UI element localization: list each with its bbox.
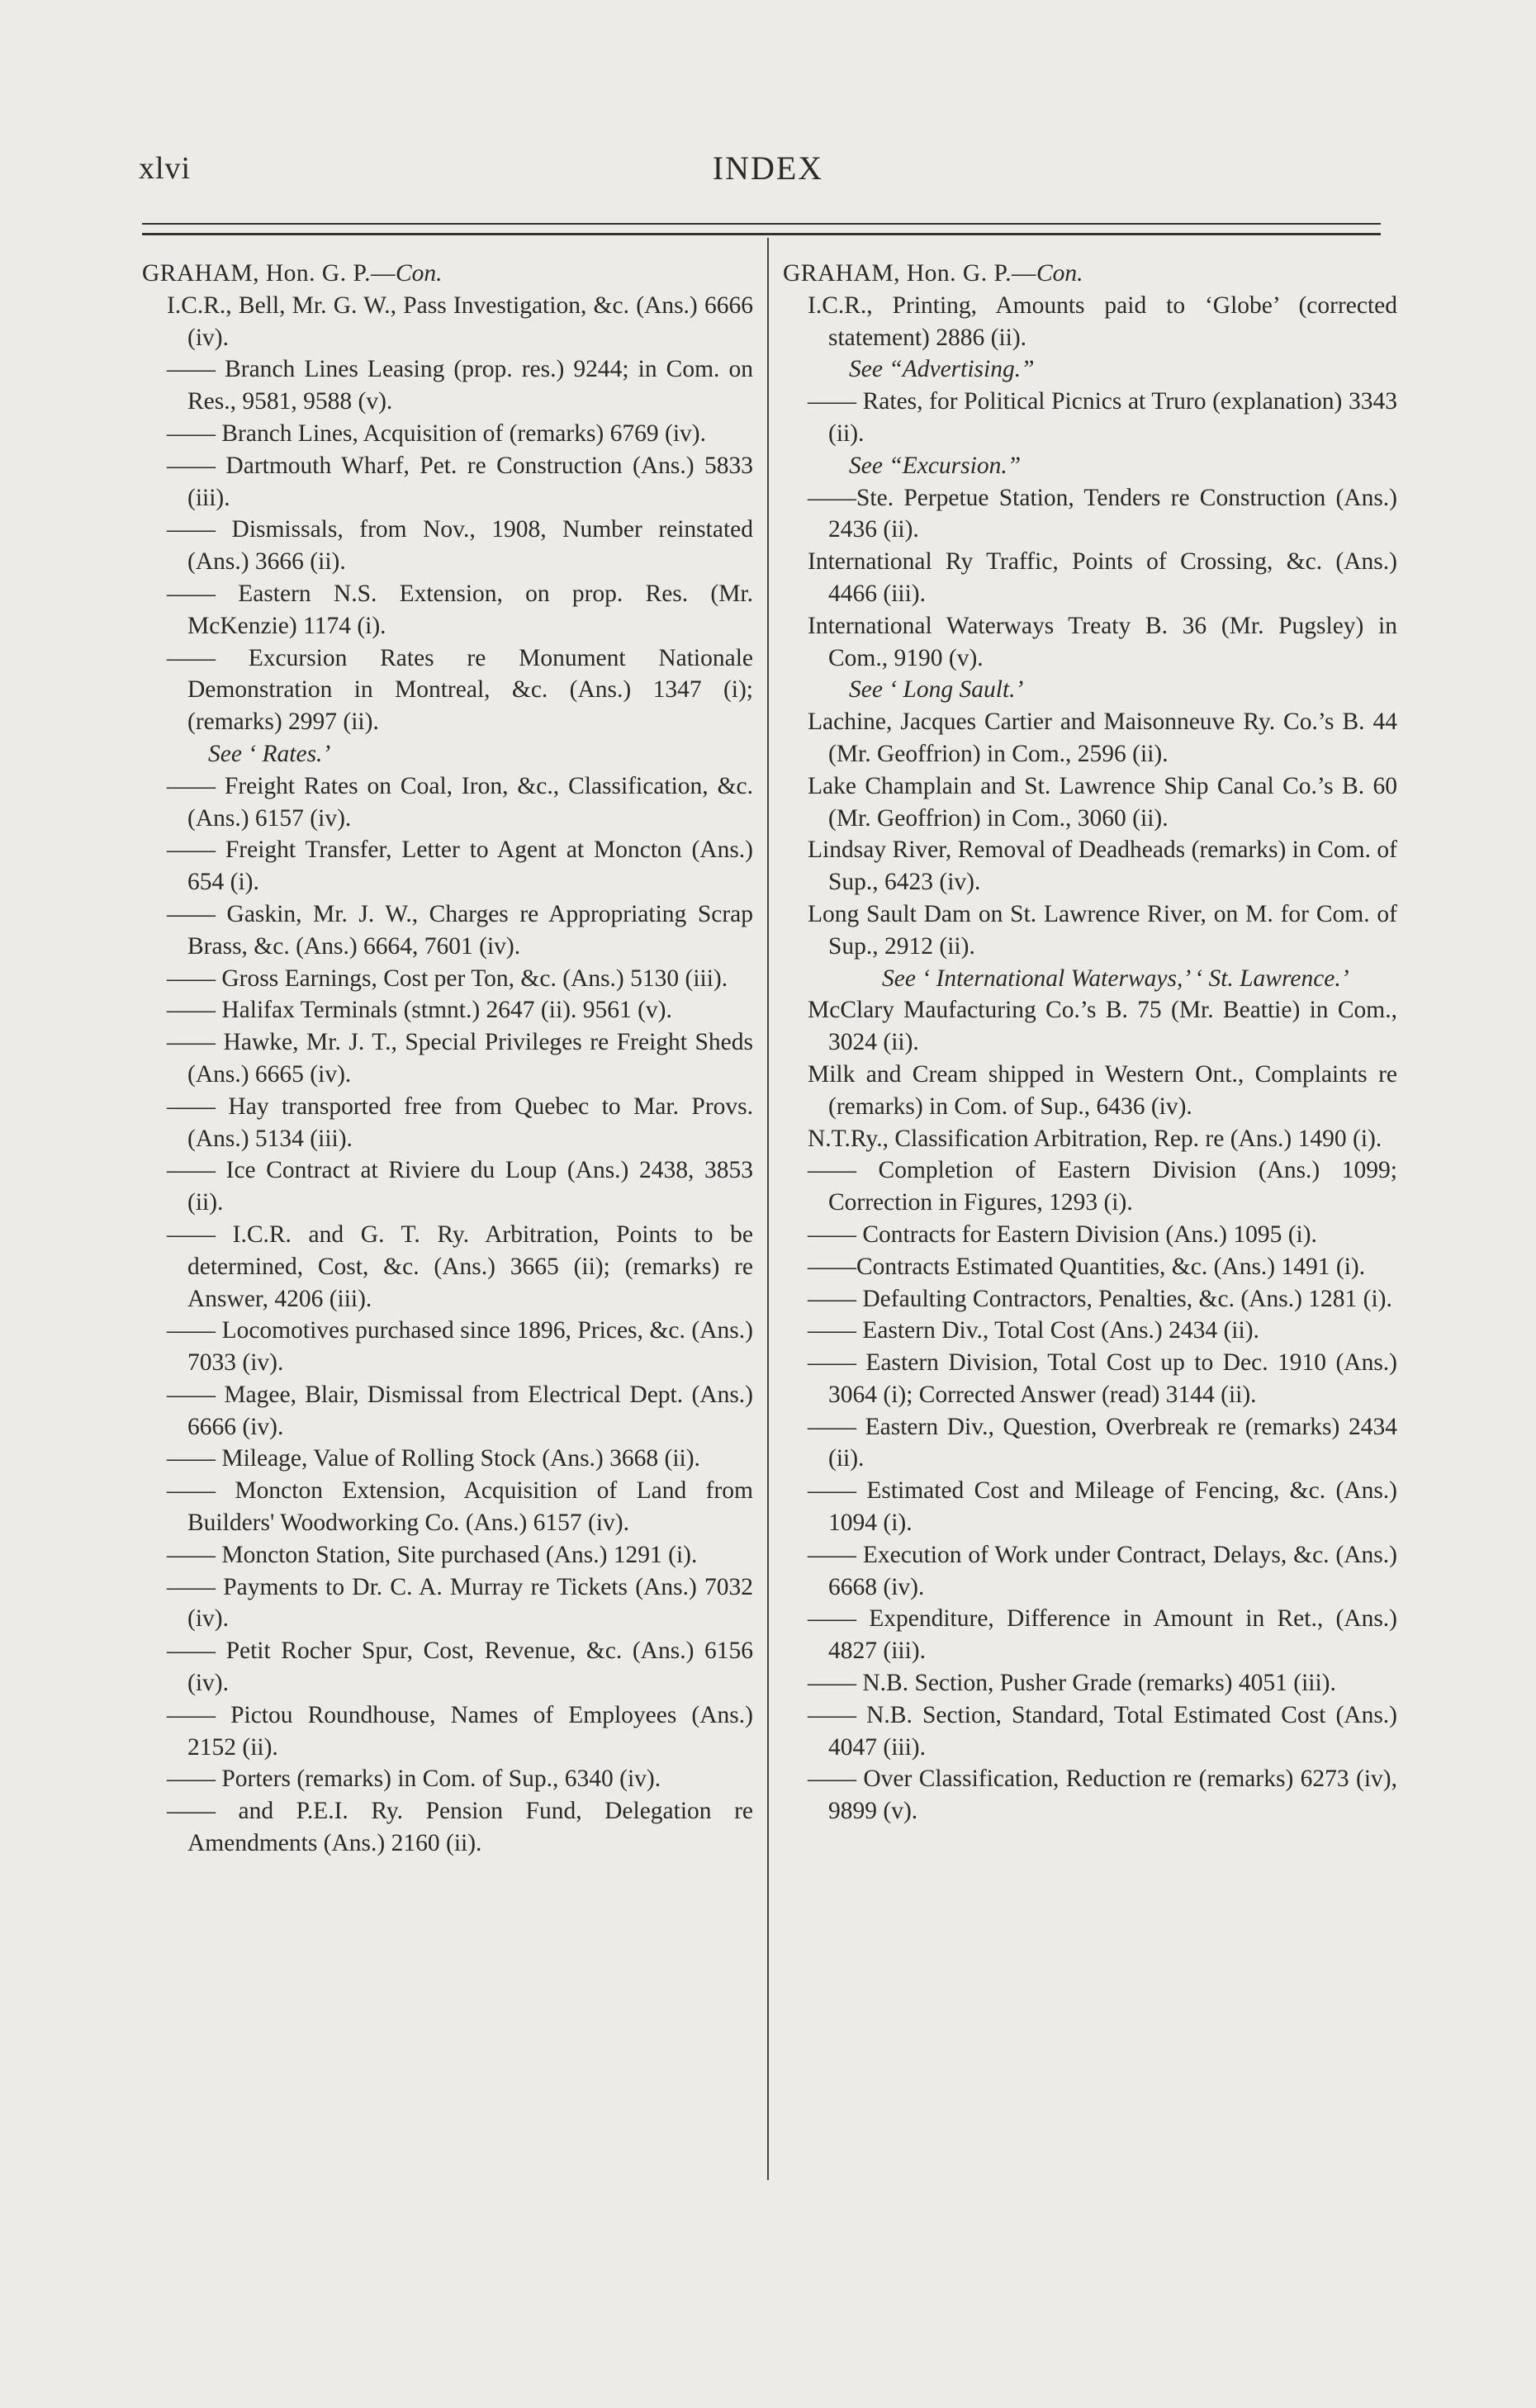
index-entry: Milk and Cream shipped in Western Ont., Complaints re (remarks) in Com. of Sup., 6436 (iv). <box>808 1060 1397 1120</box>
index-entry: Long Sault Dam on St. Lawrence River, on M. for Com. of Sup., 2912 (ii). <box>808 900 1397 960</box>
index-entry: —— Petit Rocher Spur, Cost, Revenue, &c. (Ans.) 6156 (iv). <box>167 1638 753 1697</box>
index-entry: —— Freight Transfer, Letter to Agent at Moncton (Ans.) 654 (i). <box>167 837 753 896</box>
header-rule-top <box>142 223 1381 225</box>
page-number: xlvi <box>139 151 192 186</box>
right-column <box>783 258 1397 1827</box>
index-entry: —— Eastern Div., Total Cost (Ans.) 2434 (ii). <box>808 1317 1259 1344</box>
index-entry: —— Defaulting Contractors, Penalties, &c. (Ans.) 1281 (i). <box>808 1285 1392 1312</box>
index-entry: —— Contracts for Eastern Division (Ans.) 1095 (i). <box>808 1221 1317 1248</box>
index-entry: —— Eastern N.S. Extension, on prop. Res. (Mr. McKenzie) 1174 (i). <box>167 580 753 639</box>
index-entry: I.C.R., Bell, Mr. G. W., Pass Investigation, &c. (Ans.) 6666 (iv). <box>167 292 753 351</box>
index-entry: —— Freight Rates on Coal, Iron, &c., Classification, &c. (Ans.) 6157 (iv). <box>167 772 753 832</box>
index-entry: —— Rates, for Political Picnics at Truro (explanation) 3343 (ii). <box>808 388 1397 447</box>
header-rule-bottom <box>142 233 1381 235</box>
index-entry: —— Moncton Extension, Acquisition of Land from Builders' Woodworking Co. (Ans.) 6157 (iv). <box>167 1477 753 1537</box>
index-entry: —— N.B. Section, Standard, Total Estimated Cost (Ans.) 4047 (iii). <box>808 1701 1397 1761</box>
index-entry: —— Ice Contract at Riviere du Loup (Ans.) 2438, 3853 (ii). <box>167 1157 753 1216</box>
index-entry: —— Completion of Eastern Division (Ans.) 1099; Correction in Figures, 1293 (i). <box>808 1157 1397 1216</box>
heading-continued: Con. <box>396 260 443 287</box>
index-entry: —— Magee, Blair, Dismissal from Electrical Dept. (Ans.) 6666 (iv). <box>167 1381 753 1440</box>
index-entry: —— Eastern Division, Total Cost up to Dec. 1910 (Ans.) 3064 (i); Corrected Answer (read) 3144 (ii). <box>808 1349 1397 1408</box>
index-entry: —— Branch Lines Leasing (prop. res.) 9244; in Com. on Res., 9581, 9588 (v). <box>167 356 753 415</box>
index-entry: —— Estimated Cost and Mileage of Fencing, &c. (Ans.) 1094 (i). <box>808 1477 1397 1537</box>
index-entry: —— Eastern Div., Question, Overbreak re (remarks) 2434 (ii). <box>808 1413 1397 1472</box>
index-entry: —— Hawke, Mr. J. T., Special Privileges re Freight Sheds (Ans.) 6665 (iv). <box>167 1029 753 1088</box>
index-entry: —— Expenditure, Difference in Amount in Ret., (Ans.) 4827 (iii). <box>808 1605 1397 1665</box>
see-reference: See “Excursion.” <box>849 452 1022 479</box>
index-entry: —— Pictou Roundhouse, Names of Employees (Ans.) 2152 (ii). <box>167 1701 753 1761</box>
see-reference: See ‘ Rates.’ <box>208 740 331 767</box>
index-entry: —— Halifax Terminals (stmnt.) 2647 (ii). 9561 (v). <box>167 997 672 1024</box>
index-entry: —— Execution of Work under Contract, Delays, &c. (Ans.) 6668 (iv). <box>808 1541 1397 1600</box>
index-entry: —— Dismissals, from Nov., 1908, Number reinstated (Ans.) 3666 (ii). <box>167 516 753 576</box>
column-divider <box>767 238 769 2180</box>
left-column <box>142 258 753 1860</box>
index-entry: —— Gaskin, Mr. J. W., Charges re Appropriating Scrap Brass, &c. (Ans.) 6664, 7601 (iv). <box>167 900 753 960</box>
index-entry: —— N.B. Section, Pusher Grade (remarks) 4051 (iii). <box>808 1670 1336 1697</box>
heading-name: GRAHAM, Hon. G. P.— <box>142 260 396 287</box>
index-entry: —— Dartmouth Wharf, Pet. re Construction (Ans.) 5833 (iii). <box>167 452 753 511</box>
index-entry: —— I.C.R. and G. T. Ry. Arbitration, Points to be determined, Cost, &c. (Ans.) 3665 (ii); (remarks) re Answer, 4206 (iii). <box>167 1221 753 1312</box>
see-reference: See ‘ International Waterways,’ ‘ St. Lawrence.’ <box>882 965 1349 992</box>
index-entry: Lake Champlain and St. Lawrence Ship Canal Co.’s B. 60 (Mr. Geoffrion) in Com., 3060 (ii). <box>808 772 1397 832</box>
index-entry: —— Gross Earnings, Cost per Ton, &c. (Ans.) 5130 (iii). <box>167 965 728 992</box>
index-entry: —— Moncton Station, Site purchased (Ans.) 1291 (i). <box>167 1541 698 1568</box>
running-head: INDEX <box>712 149 824 187</box>
index-entry: McClary Maufacturing Co.’s B. 75 (Mr. Beattie) in Com., 3024 (ii). <box>808 997 1397 1056</box>
index-entry: I.C.R., Printing, Amounts paid to ‘Globe’ (corrected statement) 2886 (ii). <box>808 292 1397 351</box>
index-entry: —— Mileage, Value of Rolling Stock (Ans.) 3668 (ii). <box>167 1445 700 1472</box>
index-entry: —— Payments to Dr. C. A. Murray re Tickets (Ans.) 7032 (iv). <box>167 1573 753 1633</box>
index-entry: International Ry Traffic, Points of Crossing, &c. (Ans.) 4466 (iii). <box>808 548 1397 607</box>
index-entry: —— Branch Lines, Acquisition of (remarks) 6769 (iv). <box>167 420 706 447</box>
index-entry: ——Contracts Estimated Quantities, &c. (Ans.) 1491 (i). <box>808 1253 1366 1280</box>
see-reference: See ‘ Long Sault.’ <box>849 676 1024 704</box>
index-entry: —— and P.E.I. Ry. Pension Fund, Delegation re Amendments (Ans.) 2160 (ii). <box>167 1798 753 1857</box>
index-entry: —— Over Classification, Reduction re (remarks) 6273 (iv), 9899 (v). <box>808 1766 1397 1825</box>
index-entry: ——Ste. Perpetue Station, Tenders re Construction (Ans.) 2436 (ii). <box>808 484 1397 543</box>
index-entry: International Waterways Treaty B. 36 (Mr. Pugsley) in Com., 9190 (v). <box>808 612 1397 671</box>
index-entry: —— Porters (remarks) in Com. of Sup., 6340 (iv). <box>167 1766 661 1793</box>
see-reference: See “Advertising.” <box>849 356 1035 383</box>
index-entry: Lindsay River, Removal of Deadheads (remarks) in Com. of Sup., 6423 (iv). <box>808 837 1397 896</box>
index-heading <box>142 258 753 290</box>
index-entry: —— Locomotives purchased since 1896, Prices, &c. (Ans.) 7033 (iv). <box>167 1317 753 1377</box>
heading-continued: Con. <box>1036 260 1083 287</box>
index-entry: —— Hay transported free from Quebec to Mar. Provs. (Ans.) 5134 (iii). <box>167 1093 753 1152</box>
index-entry: —— Excursion Rates re Monument Nationale Demonstration in Montreal, &c. (Ans.) 1347 (i); (remarks) 2997 (ii). <box>167 644 753 736</box>
index-heading <box>783 258 1397 290</box>
heading-name: GRAHAM, Hon. G. P.— <box>783 260 1036 287</box>
index-entry: Lachine, Jacques Cartier and Maisonneuve Ry. Co.’s B. 44 (Mr. Geoffrion) in Com., 2596 (ii). <box>808 709 1397 767</box>
index-entry: N.T.Ry., Classification Arbitration, Rep. re (Ans.) 1490 (i). <box>808 1125 1382 1152</box>
